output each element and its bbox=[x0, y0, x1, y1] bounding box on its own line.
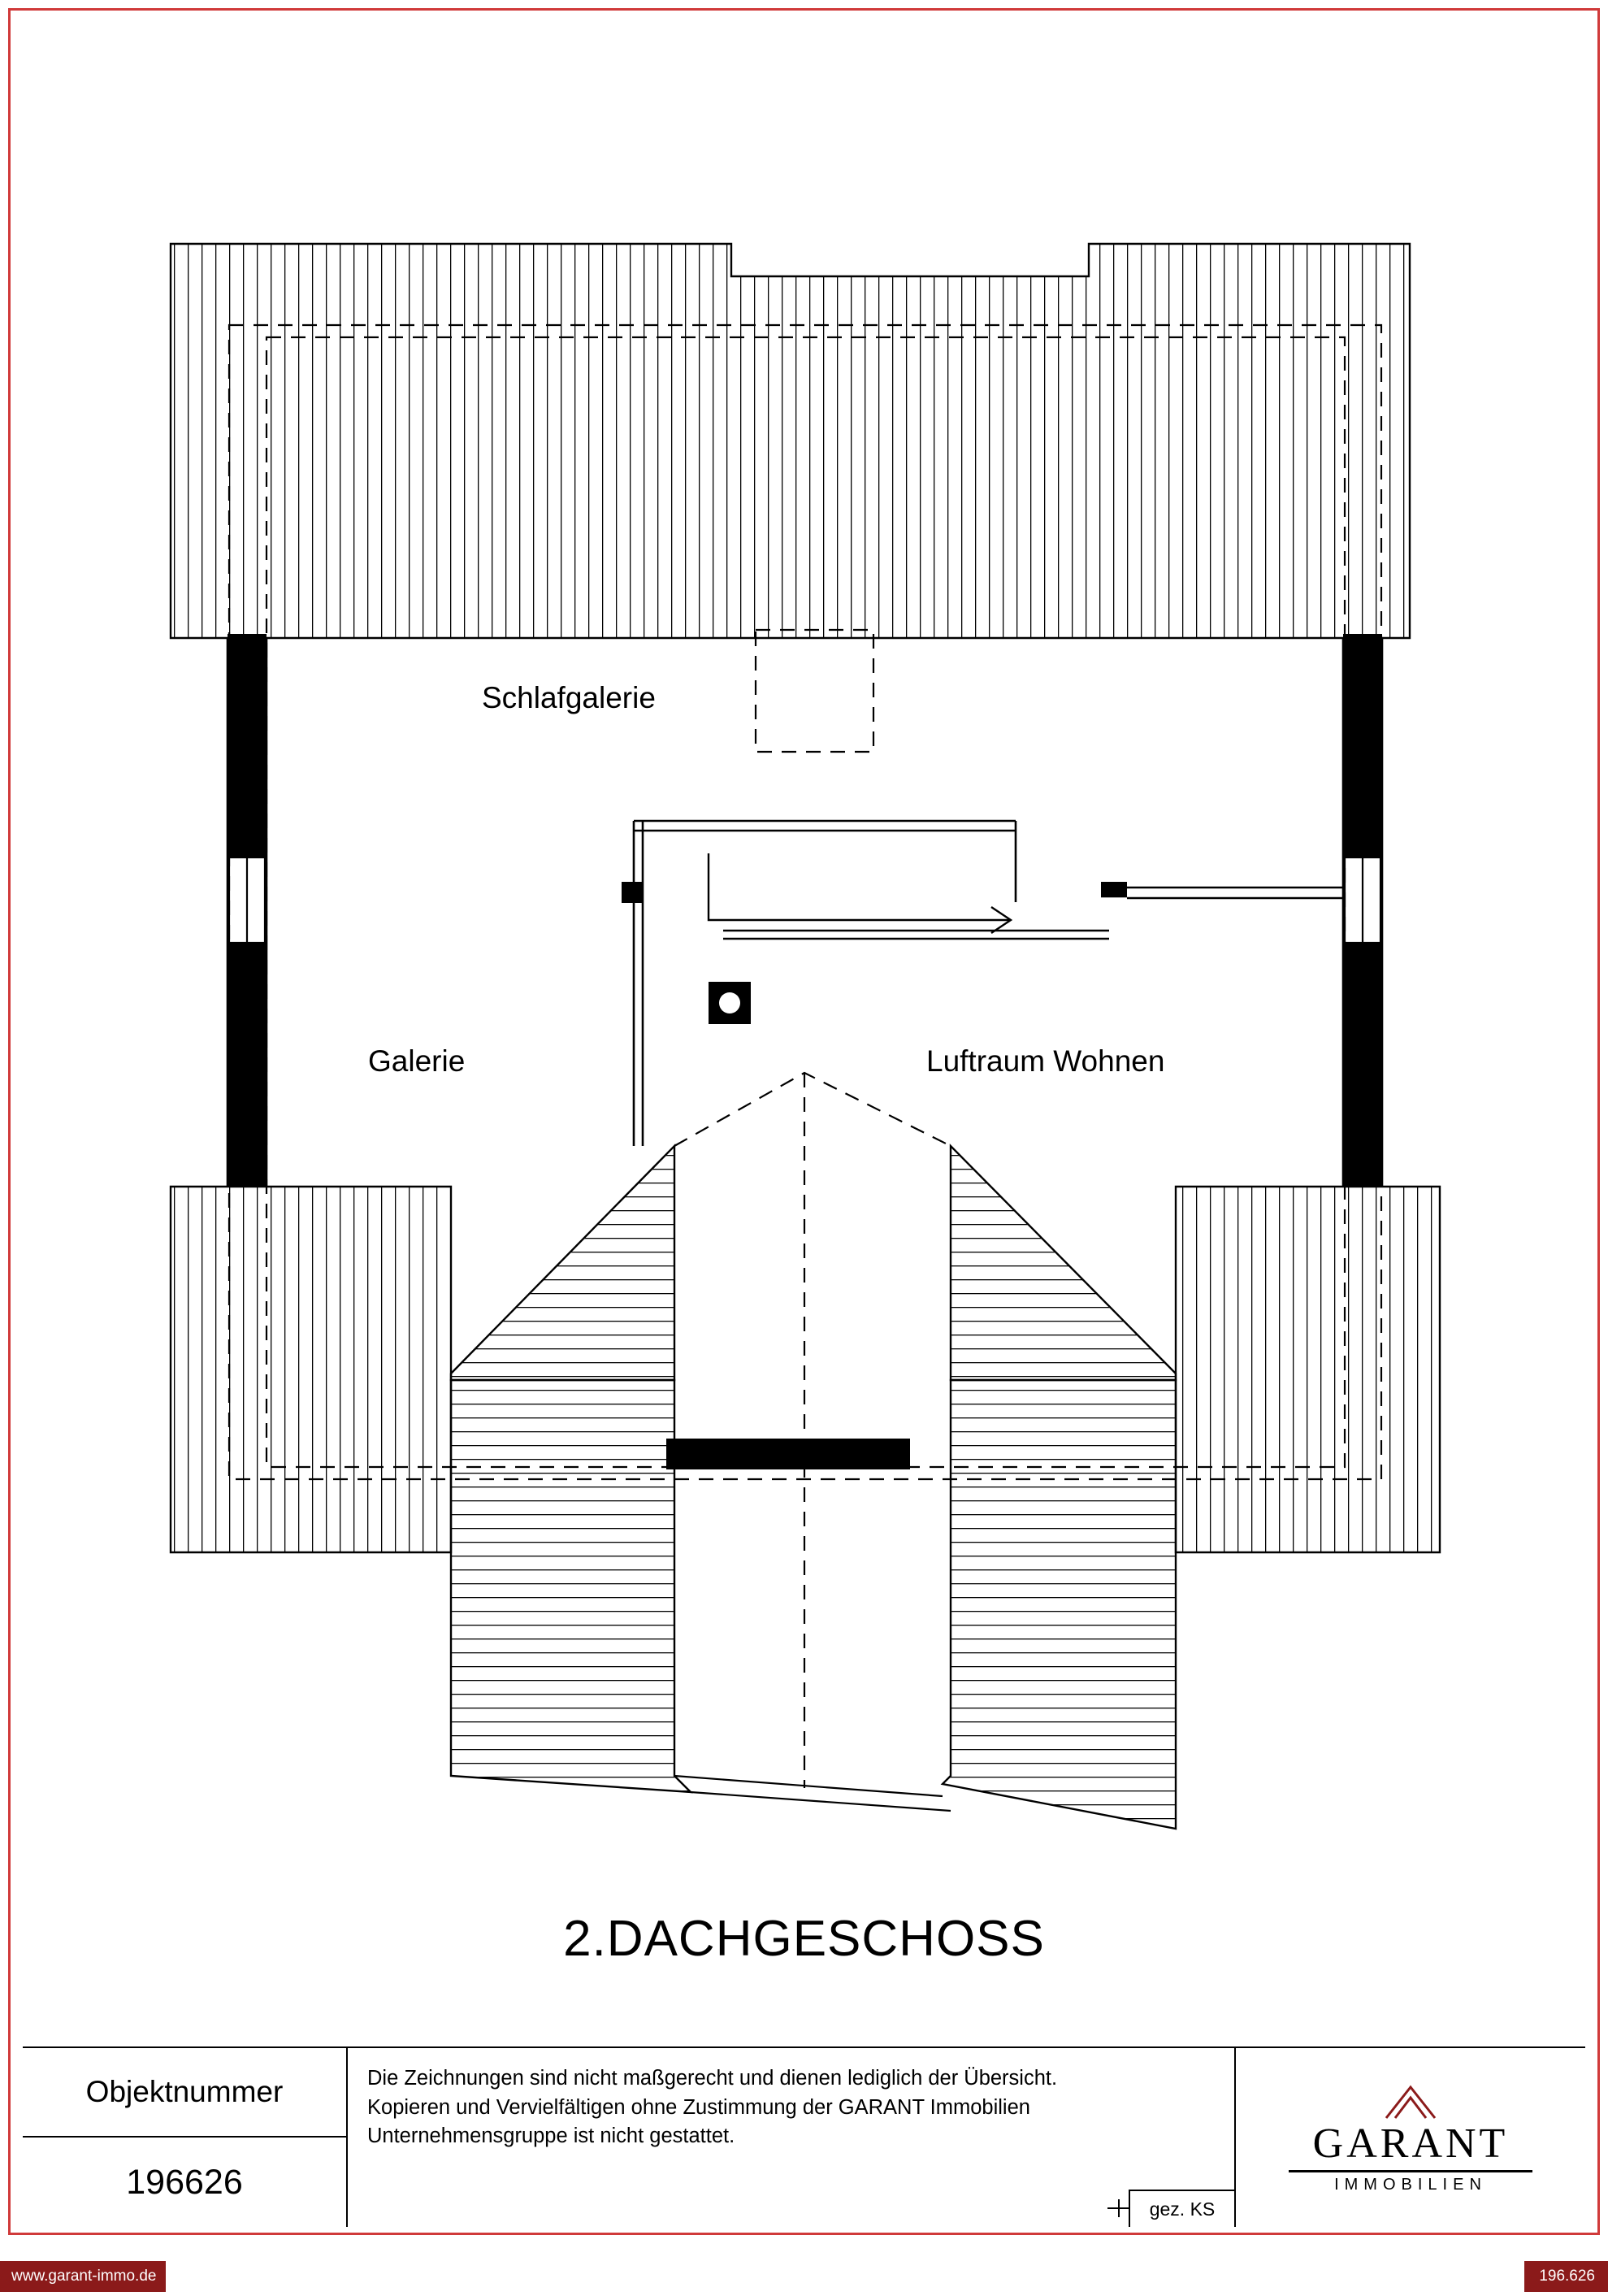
dormer-skirt-right bbox=[943, 1380, 1176, 1829]
logo-cell bbox=[1236, 2048, 1585, 2227]
objektnummer-value: 196626 bbox=[126, 2162, 243, 2202]
wall-right-lower bbox=[1343, 943, 1382, 1187]
stair-direction-arrow bbox=[709, 853, 1109, 939]
interior-partitions bbox=[634, 821, 1016, 1146]
logo-divider bbox=[1289, 2170, 1532, 2172]
logo-wordmark: GARANT bbox=[1312, 2120, 1509, 2167]
floorplan-drawing bbox=[8, 8, 1600, 2040]
roof-slope-lower-left bbox=[171, 1187, 451, 1552]
disclaimer-line-1: Die Zeichnungen sind nicht maßgerecht und dienen lediglich der Übersicht. bbox=[367, 2067, 1058, 2090]
gez-tick-vertical bbox=[1118, 2199, 1120, 2217]
disclaimer-line-2: Kopieren und Vervielfältigen ohne Zustimmung der GARANT Immobilien bbox=[367, 2095, 1030, 2119]
logo-subtitle: IMMOBILIEN bbox=[1334, 2176, 1487, 2194]
house-roof-icon bbox=[1382, 2082, 1439, 2120]
disclaimer-text bbox=[367, 2064, 1215, 2151]
wall-stub-stair bbox=[622, 882, 643, 903]
roof-slope-top bbox=[171, 244, 1410, 638]
railing bbox=[1101, 888, 1343, 898]
title-block bbox=[23, 2046, 1585, 2227]
floorplan-svg bbox=[8, 8, 1600, 2040]
wall-stub-right bbox=[1101, 882, 1127, 896]
dormer-skirt-left bbox=[451, 1380, 691, 1792]
objektnummer-cell bbox=[23, 2048, 348, 2227]
dormer-slope-right bbox=[951, 1146, 1176, 1380]
room-label-galerie: Galerie bbox=[368, 1044, 466, 1078]
garant-logo bbox=[1289, 2082, 1532, 2193]
disclaimer-cell bbox=[348, 2048, 1236, 2227]
wall-left-lower bbox=[228, 943, 267, 1187]
room-label-schlafgalerie: Schlafgalerie bbox=[482, 681, 656, 714]
room-label-luftraum: Luftraum Wohnen bbox=[926, 1044, 1165, 1078]
floor-title: 2.DACHGESCHOSS bbox=[563, 1911, 1045, 1967]
column-symbol bbox=[709, 982, 751, 1024]
page-footer bbox=[0, 2261, 1608, 2296]
wall-center-lower bbox=[666, 1439, 910, 1469]
footer-reference: 196.626 bbox=[1524, 2261, 1608, 2292]
disclaimer-line-3: Unternehmensgruppe ist nicht gestattet. bbox=[367, 2125, 735, 2148]
gez-field: gez. KS bbox=[1129, 2190, 1234, 2227]
roof-slope-lower-right bbox=[1176, 1187, 1440, 1552]
footer-website[interactable]: www.garant-immo.de bbox=[0, 2261, 166, 2292]
wall-right-upper bbox=[1343, 634, 1382, 857]
objektnummer-label: Objektnummer bbox=[23, 2048, 346, 2138]
dormer-glazing bbox=[674, 1776, 951, 1811]
wall-left-upper bbox=[228, 634, 267, 857]
dormer-slope-left bbox=[451, 1146, 674, 1380]
